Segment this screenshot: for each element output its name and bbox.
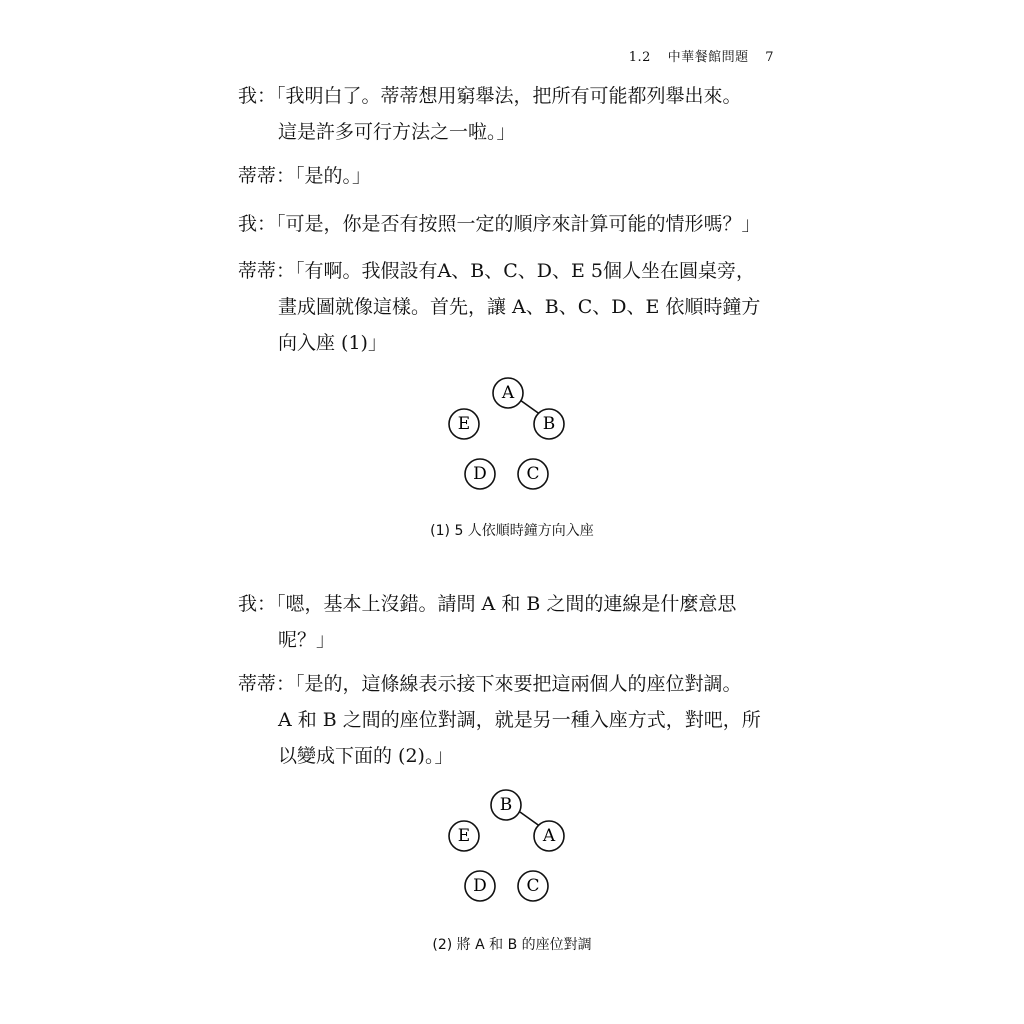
dialogue-paragraph: [238, 158, 798, 194]
node-label: B: [542, 414, 556, 434]
speaker-label: 蒂蒂：: [238, 165, 296, 187]
node-label: E: [457, 826, 471, 846]
dialogue-paragraph: [238, 253, 798, 361]
dialogue-line: 畫成圖就像這樣。首先，讓 A、B、C、D、E 依順時鐘方: [278, 296, 761, 318]
dialogue-line: 「是的，這條線表示接下來要把這兩個人的座位對調。: [295, 673, 742, 695]
figure-caption: (1) 5 人依順時鐘方向入座: [430, 523, 594, 539]
node-label: B: [499, 795, 513, 815]
speaker-label: 我：: [238, 213, 277, 235]
dialogue-paragraph: [238, 586, 798, 658]
speaker-label: 蒂蒂：: [238, 260, 296, 282]
dialogue-line: 以變成下面的 (2)。」: [278, 745, 454, 767]
chapter-title: 中華餐館問題: [667, 50, 749, 65]
page-number: 7: [765, 50, 774, 65]
speaker-label: 我：: [238, 85, 277, 107]
dialogue-line: 「是的。」: [295, 165, 372, 187]
speaker-label: 我：: [238, 593, 277, 615]
dialogue-paragraph: [238, 666, 798, 774]
node-label: D: [473, 464, 487, 484]
dialogue-line: 「有啊。我假設有A、B、C、D、E 5個人坐在圓桌旁，: [295, 260, 755, 282]
figure-caption: (2) 將 A 和 B 的座位對調: [432, 937, 592, 953]
node-label: D: [473, 876, 487, 896]
dialogue-line: 「嗯，基本上沒錯。請問 A 和 B 之間的連線是什麼意思: [276, 593, 737, 615]
dialogue-line: A 和 B 之間的座位對調，就是另一種入座方式，對吧，所: [278, 709, 761, 731]
speaker-label: 蒂蒂：: [238, 673, 296, 695]
dialogue-line: 這是許多可行方法之一啦。」: [278, 121, 516, 143]
node-label: C: [526, 876, 540, 896]
seating-diagram-1: [440, 374, 580, 500]
seating-diagram-2: [440, 786, 580, 912]
dialogue-line: 呢？」: [278, 629, 336, 651]
section-number: 1.2: [628, 50, 651, 65]
dialogue-paragraph: [238, 78, 798, 150]
node-label: A: [501, 383, 515, 403]
node-label: C: [526, 464, 540, 484]
running-head: [629, 46, 774, 65]
dialogue-line: 向入座 (1)」: [278, 332, 387, 354]
node-label: A: [542, 826, 556, 846]
dialogue-line: 「我明白了。蒂蒂想用窮舉法，把所有可能都列舉出來。: [276, 85, 742, 107]
dialogue-line: 「可是，你是否有按照一定的順序來計算可能的情形嗎？」: [276, 213, 761, 235]
node-label: E: [457, 414, 471, 434]
dialogue-paragraph: [238, 206, 798, 242]
